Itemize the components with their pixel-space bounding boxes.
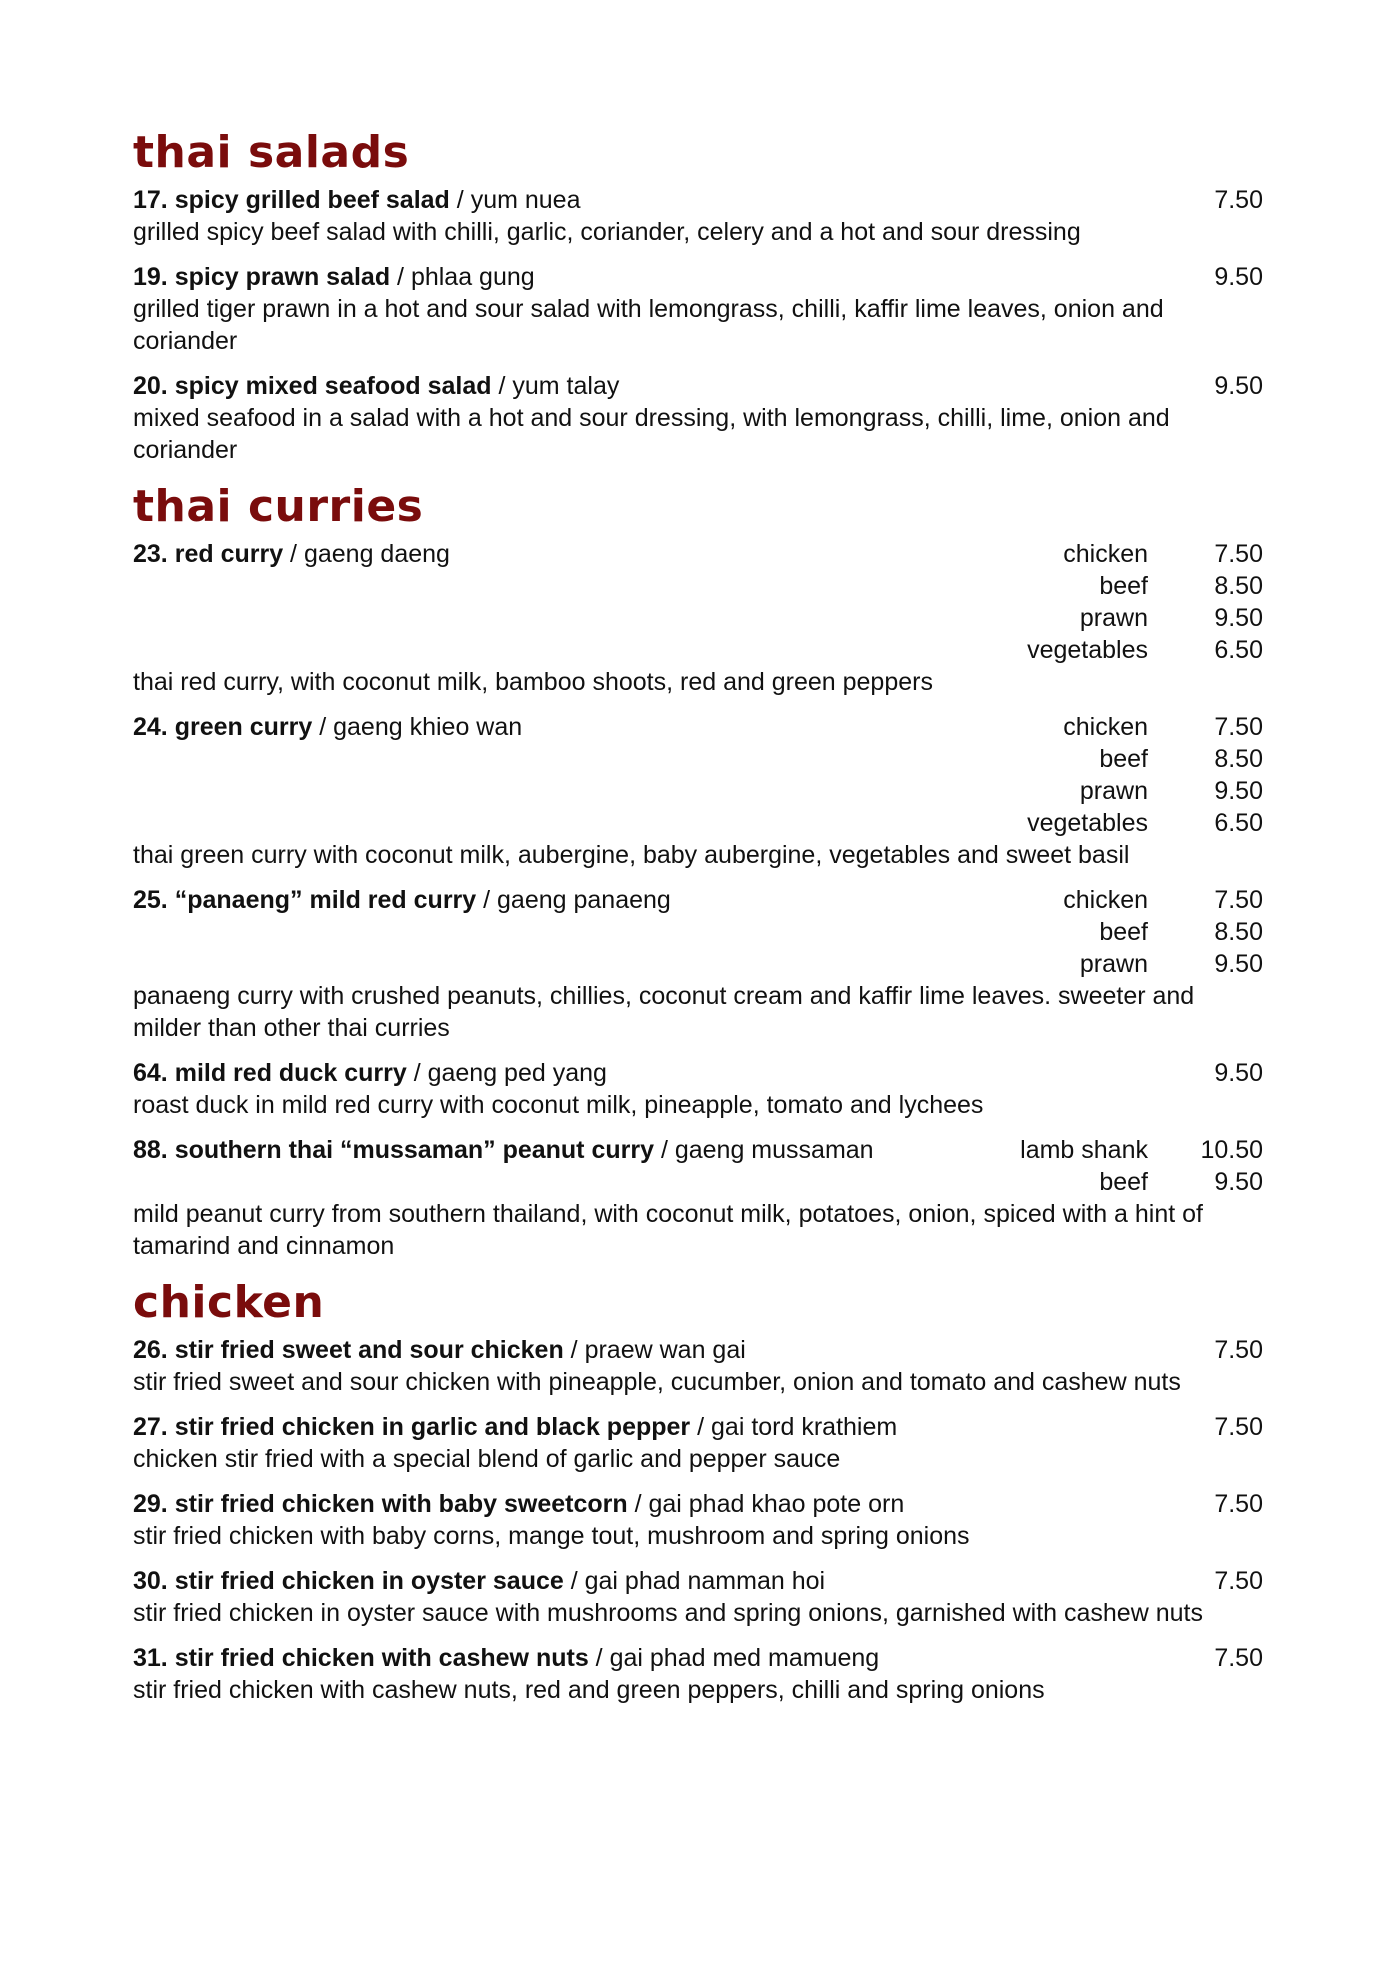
- item-price: 9.50: [1214, 263, 1263, 291]
- item-name: [133, 884, 671, 916]
- item-thai-name: gai phad khao pote orn: [648, 1490, 905, 1518]
- section-title: thai curries: [133, 481, 424, 532]
- item-thai-name: yum talay: [512, 372, 620, 400]
- name-separator: /: [283, 540, 304, 568]
- item-name: [133, 184, 580, 216]
- item-header: [133, 1488, 1263, 1520]
- item-name: [133, 1488, 904, 1520]
- item-number: 30.: [133, 1567, 168, 1595]
- variant-price: 10.50: [1200, 1136, 1263, 1164]
- name-separator: /: [627, 1490, 649, 1518]
- menu-item: [133, 1134, 1263, 1262]
- variant-label: beef: [1099, 1168, 1148, 1196]
- item-price: 7.50: [1214, 186, 1263, 214]
- item-english-name: spicy prawn salad: [174, 263, 391, 291]
- item-description: mild peanut curry from southern thailand, with coconut milk, potatoes, onion, spiced with a hint of tamarind and cinnamon: [133, 1200, 1204, 1260]
- item-description: grilled tiger prawn in a hot and sour salad with lemongrass, chilli, kaffir lime leaves, onion and coriander: [133, 295, 1164, 355]
- menu-item: [133, 1411, 1263, 1475]
- variant-row: [133, 775, 1263, 807]
- variant-label: vegetables: [1027, 636, 1148, 664]
- item-name: [133, 370, 619, 402]
- variant-label: beef: [1099, 918, 1148, 946]
- item-header: [133, 1057, 1263, 1089]
- name-separator: /: [406, 1059, 428, 1087]
- menu-item: [133, 1488, 1263, 1552]
- variant-price: 8.50: [1214, 745, 1263, 773]
- item-english-name: stir fried chicken with baby sweetcorn: [174, 1490, 628, 1518]
- item-number: 27.: [133, 1413, 168, 1441]
- item-name: [133, 1057, 607, 1089]
- menu-item: [133, 370, 1263, 466]
- variant-list: [133, 743, 1263, 839]
- item-header: [133, 1134, 1263, 1166]
- item-thai-name: yum nuea: [470, 186, 581, 214]
- item-description: grilled spicy beef salad with chilli, garlic, coriander, celery and a hot and sour dressing: [133, 218, 1081, 246]
- menu-page: [133, 128, 1263, 1719]
- variant-row: [133, 743, 1263, 775]
- item-english-name: “panaeng” mild red curry: [174, 886, 477, 914]
- item-name: [133, 261, 535, 293]
- variant-price: 7.50: [1214, 713, 1263, 741]
- name-separator: /: [690, 1413, 712, 1441]
- variant-label: prawn: [1079, 950, 1148, 978]
- variant-price: 9.50: [1214, 604, 1263, 632]
- item-thai-name: praew wan gai: [584, 1336, 746, 1364]
- item-english-name: stir fried chicken with cashew nuts: [174, 1644, 589, 1672]
- item-header: [133, 370, 1263, 402]
- menu-item: [133, 1642, 1263, 1706]
- name-separator: /: [390, 263, 411, 291]
- variant-row: [133, 602, 1263, 634]
- item-header: [133, 261, 1263, 293]
- item-price: 9.50: [1214, 1059, 1263, 1087]
- variant-price: 7.50: [1214, 540, 1263, 568]
- name-separator: /: [563, 1567, 585, 1595]
- item-header: [133, 1642, 1263, 1674]
- menu-item: [133, 538, 1263, 698]
- item-description: panaeng curry with crushed peanuts, chillies, coconut cream and kaffir lime leaves. sweeter and milder than other thai curries: [133, 982, 1195, 1042]
- variant-price: 7.50: [1214, 886, 1263, 914]
- item-number: 24.: [133, 713, 168, 741]
- item-thai-name: gai phad med mamueng: [609, 1644, 880, 1672]
- variant-price: 8.50: [1214, 918, 1263, 946]
- item-english-name: red curry: [174, 540, 284, 568]
- item-description: chicken stir fried with a special blend of garlic and pepper sauce: [133, 1445, 841, 1473]
- item-header: [133, 711, 1263, 743]
- item-thai-name: gai phad namman hoi: [584, 1567, 826, 1595]
- name-separator: /: [312, 713, 334, 741]
- item-name: [133, 1565, 825, 1597]
- name-separator: /: [654, 1136, 675, 1164]
- variant-price: 9.50: [1214, 1168, 1263, 1196]
- item-thai-name: phlaa gung: [410, 263, 535, 291]
- item-name: [133, 1411, 897, 1443]
- menu-item: [133, 711, 1263, 871]
- item-thai-name: gaeng mussaman: [674, 1136, 874, 1164]
- variant-label: beef: [1099, 572, 1148, 600]
- variant-row: [133, 948, 1263, 980]
- item-header: [133, 884, 1263, 916]
- variant-label: beef: [1099, 745, 1148, 773]
- item-english-name: stir fried chicken in oyster sauce: [174, 1567, 564, 1595]
- item-number: 23.: [133, 540, 168, 568]
- item-number: 19.: [133, 263, 168, 291]
- item-header: [133, 1334, 1263, 1366]
- variant-row: [133, 1166, 1263, 1198]
- name-separator: /: [449, 186, 471, 214]
- variant-price: 9.50: [1214, 777, 1263, 805]
- menu-section: [133, 128, 1263, 466]
- item-english-name: stir fried chicken in garlic and black pepper: [174, 1413, 691, 1441]
- item-name: [133, 711, 522, 743]
- item-number: 64.: [133, 1059, 168, 1087]
- item-english-name: southern thai “mussaman” peanut curry: [174, 1136, 654, 1164]
- item-price: 7.50: [1214, 1490, 1263, 1518]
- variant-label: vegetables: [1027, 809, 1148, 837]
- menu-item: [133, 1334, 1263, 1398]
- item-english-name: spicy mixed seafood salad: [174, 372, 492, 400]
- variant-row: [133, 916, 1263, 948]
- item-number: 25.: [133, 886, 168, 914]
- variant-price: 8.50: [1214, 572, 1263, 600]
- menu-item: [133, 261, 1263, 357]
- variant-row: [133, 807, 1263, 839]
- item-number: 17.: [133, 186, 168, 214]
- variant-label: prawn: [1079, 777, 1148, 805]
- item-english-name: mild red duck curry: [174, 1059, 407, 1087]
- name-separator: /: [563, 1336, 585, 1364]
- item-english-name: spicy grilled beef salad: [174, 186, 450, 214]
- name-separator: /: [491, 372, 513, 400]
- menu-item: [133, 1057, 1263, 1121]
- item-price: 7.50: [1214, 1413, 1263, 1441]
- item-name: [133, 1134, 874, 1166]
- variant-label: chicken: [1063, 540, 1148, 568]
- item-header: [133, 1565, 1263, 1597]
- variant-row: [133, 570, 1263, 602]
- section-title: chicken: [133, 1277, 325, 1328]
- item-price: 9.50: [1214, 372, 1263, 400]
- item-price: 7.50: [1214, 1644, 1263, 1672]
- variant-first: [1020, 1134, 1263, 1166]
- item-description: thai green curry with coconut milk, aubergine, baby aubergine, vegetables and sweet basil: [133, 841, 1130, 869]
- item-thai-name: gaeng khieo wan: [333, 713, 523, 741]
- variant-first: [1063, 884, 1263, 916]
- menu-item: [133, 184, 1263, 248]
- menu-item: [133, 1565, 1263, 1629]
- item-description: roast duck in mild red curry with coconut milk, pineapple, tomato and lychees: [133, 1091, 984, 1119]
- item-header: [133, 538, 1263, 570]
- item-description: stir fried chicken in oyster sauce with mushrooms and spring onions, garnished with cashew nuts: [133, 1599, 1203, 1627]
- item-description: mixed seafood in a salad with a hot and sour dressing, with lemongrass, chilli, lime, onion and coriander: [133, 404, 1170, 464]
- variant-label: prawn: [1079, 604, 1148, 632]
- item-name: [133, 538, 450, 570]
- variant-list: [133, 570, 1263, 666]
- menu-section: [133, 1278, 1263, 1706]
- item-header: [133, 1411, 1263, 1443]
- item-description: thai red curry, with coconut milk, bamboo shoots, red and green peppers: [133, 668, 933, 696]
- item-number: 31.: [133, 1644, 168, 1672]
- variant-row: [133, 634, 1263, 666]
- variant-list: [133, 1166, 1263, 1198]
- item-description: stir fried sweet and sour chicken with pineapple, cucumber, onion and tomato and cashew nuts: [133, 1368, 1181, 1396]
- menu-item: [133, 884, 1263, 1044]
- item-thai-name: gai tord krathiem: [711, 1413, 898, 1441]
- item-name: [133, 1334, 746, 1366]
- item-description: stir fried chicken with baby corns, mange tout, mushroom and spring onions: [133, 1522, 970, 1550]
- item-number: 26.: [133, 1336, 168, 1364]
- item-price: 7.50: [1214, 1567, 1263, 1595]
- variant-price: 9.50: [1214, 950, 1263, 978]
- variant-first: [1063, 711, 1263, 743]
- name-separator: /: [476, 886, 498, 914]
- name-separator: /: [588, 1644, 610, 1672]
- variant-first: [1063, 538, 1263, 570]
- item-thai-name: gaeng ped yang: [427, 1059, 607, 1087]
- item-price: 7.50: [1214, 1336, 1263, 1364]
- menu-section: [133, 482, 1263, 1262]
- variant-label: chicken: [1063, 886, 1148, 914]
- variant-label: chicken: [1063, 713, 1148, 741]
- item-english-name: green curry: [174, 713, 313, 741]
- variant-label: lamb shank: [1020, 1136, 1148, 1164]
- item-thai-name: gaeng daeng: [303, 540, 450, 568]
- item-number: 29.: [133, 1490, 168, 1518]
- item-name: [133, 1642, 879, 1674]
- variant-list: [133, 916, 1263, 980]
- item-number: 88.: [133, 1136, 168, 1164]
- variant-price: 6.50: [1214, 809, 1263, 837]
- item-number: 20.: [133, 372, 168, 400]
- variant-price: 6.50: [1214, 636, 1263, 664]
- item-header: [133, 184, 1263, 216]
- section-title: thai salads: [133, 127, 410, 178]
- item-english-name: stir fried sweet and sour chicken: [174, 1336, 564, 1364]
- item-description: stir fried chicken with cashew nuts, red and green peppers, chilli and spring onions: [133, 1676, 1045, 1704]
- item-thai-name: gaeng panaeng: [497, 886, 671, 914]
